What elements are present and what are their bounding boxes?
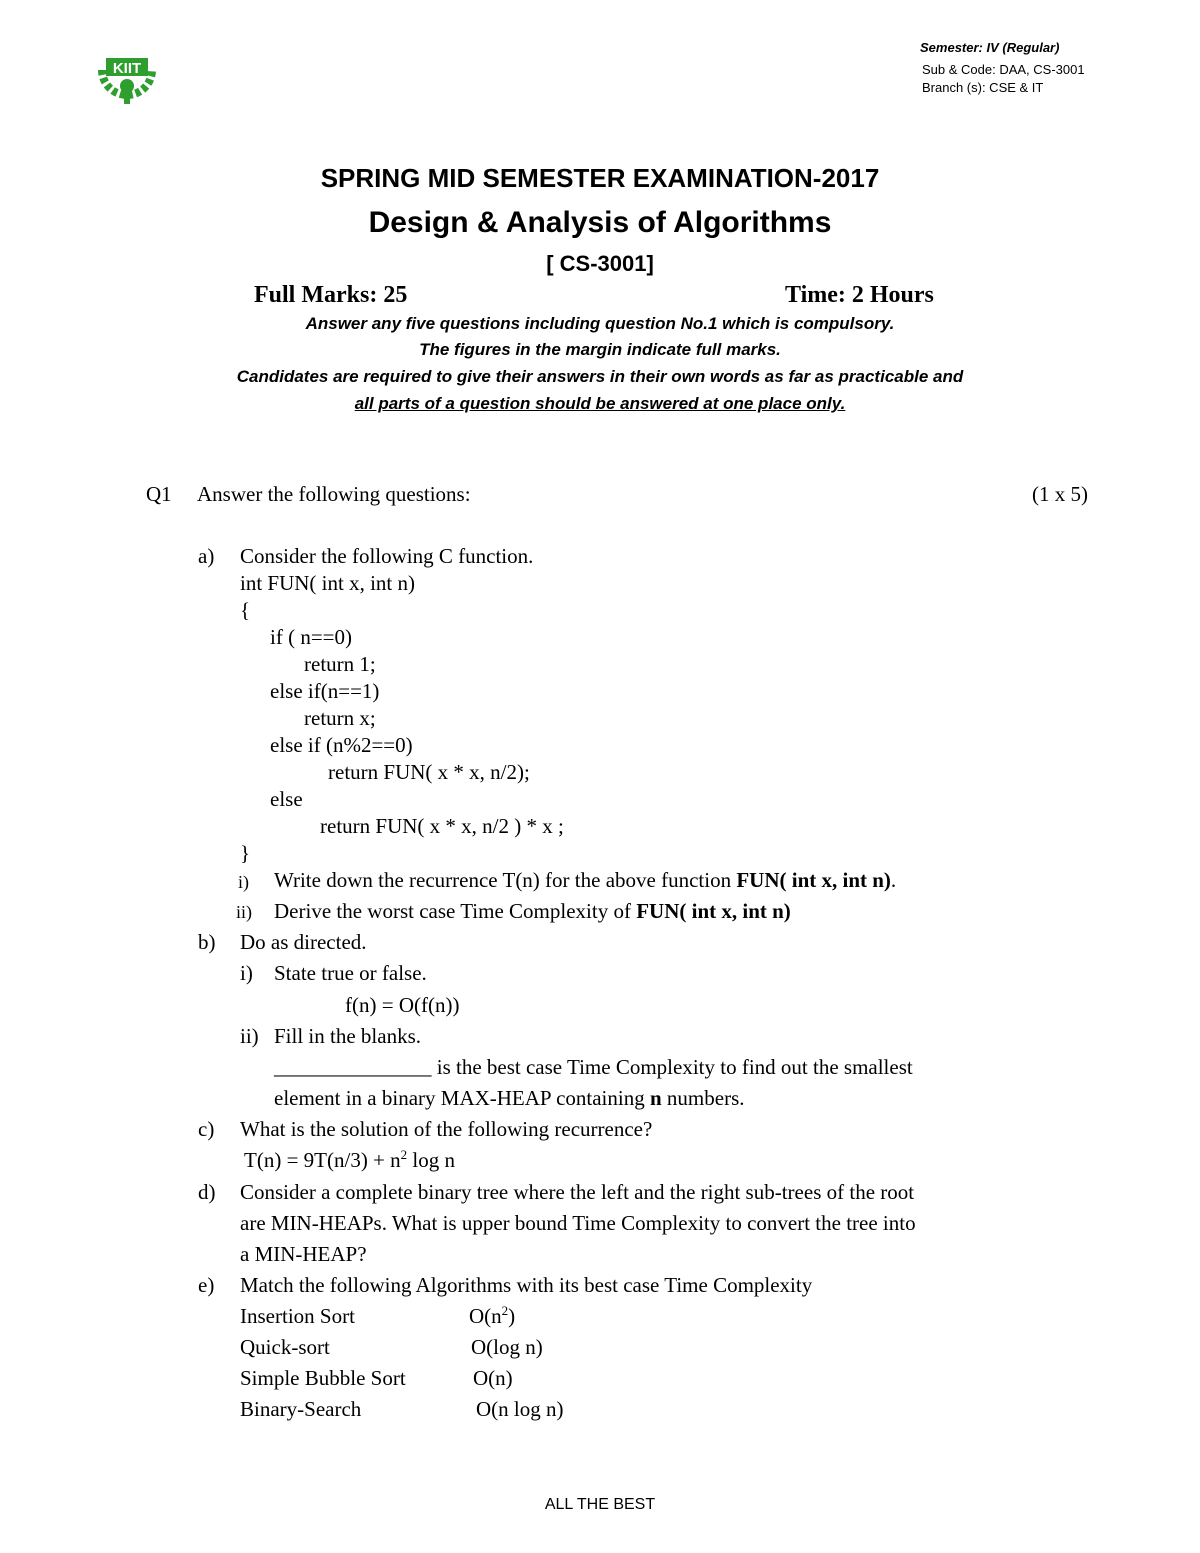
part-d-label: d) xyxy=(198,1180,216,1204)
exam-time: Time: 2 Hours xyxy=(785,282,934,308)
subject-code-label: Sub & Code: DAA, CS-3001 xyxy=(922,62,1085,77)
sub-part-label: ii) xyxy=(240,1024,259,1048)
branch-label: Branch (s): CSE & IT xyxy=(922,80,1044,95)
complexity: O(log n) xyxy=(471,1335,543,1359)
sub-part-label: i) xyxy=(238,872,249,892)
line-text: element in a binary MAX-HEAP containing xyxy=(274,1086,645,1110)
subject-title: Design & Analysis of Algorithms xyxy=(368,206,832,239)
code-line: return FUN( x * x, n/2 ) * x ; xyxy=(320,814,564,838)
full-marks: Full Marks: 25 xyxy=(254,282,408,308)
instruction-1: Answer any five questions including question No.1 which is compulsory. xyxy=(305,314,895,333)
sub-part-a-ii xyxy=(274,899,791,924)
part-a-text: Consider the following C function. xyxy=(240,544,534,568)
algorithm-name: Binary-Search xyxy=(240,1397,362,1421)
code-line: return FUN( x * x, n/2); xyxy=(328,760,530,784)
logo-text: KIIT xyxy=(112,60,142,77)
part-d-line: Consider a complete binary tree where the left and the right sub-trees of the root xyxy=(240,1180,915,1204)
code-line: return x; xyxy=(304,706,376,730)
fill-blank-line xyxy=(274,1055,913,1080)
blank: _______________ xyxy=(274,1055,432,1079)
instruction-4: all parts of a question should be answered at one place only. xyxy=(354,394,846,413)
footer-text: ALL THE BEST xyxy=(544,1496,656,1513)
sub-part-text: Write down the recurrence T(n) for the above function xyxy=(274,868,732,892)
part-b-text: Do as directed. xyxy=(240,930,367,954)
question-number: Q1 xyxy=(146,482,172,506)
algorithm-name: Insertion Sort xyxy=(240,1304,355,1328)
formula-exponent: 2 xyxy=(400,1147,408,1162)
line-text: numbers. xyxy=(666,1086,745,1110)
complexity: O(n log n) xyxy=(476,1397,564,1421)
formula-text: T(n) = 9T(n/3) + n xyxy=(244,1148,401,1172)
algorithm-name: Quick-sort xyxy=(240,1335,330,1359)
part-d-line: a MIN-HEAP? xyxy=(240,1242,367,1266)
complexity xyxy=(469,1304,515,1329)
code-line: if ( n==0) xyxy=(270,625,353,649)
part-c-text: What is the solution of the following recurrence? xyxy=(240,1117,653,1141)
part-a-label: a) xyxy=(198,544,215,568)
complexity-text: O(n xyxy=(469,1304,502,1328)
complexity-exponent: 2 xyxy=(501,1303,509,1318)
code-line: return 1; xyxy=(304,652,376,676)
kiit-logo-icon xyxy=(98,56,156,108)
sub-part-a-i xyxy=(274,868,896,893)
part-b-label: b) xyxy=(198,930,216,954)
code-line: int FUN( int x, int n) xyxy=(240,571,416,595)
code-line: else if(n==1) xyxy=(270,679,380,703)
fill-blank-line-2 xyxy=(274,1086,745,1111)
variable-n: n xyxy=(649,1086,662,1110)
recurrence-formula xyxy=(244,1148,455,1173)
complexity-text: ) xyxy=(508,1304,516,1328)
instruction-2: The figures in the margin indicate full marks. xyxy=(419,340,781,359)
instruction-3: Candidates are required to give their answers in their own words as far as practicable and xyxy=(236,367,964,386)
function-signature: FUN( int x, int n) xyxy=(636,899,791,923)
formula-text: log n xyxy=(412,1148,455,1172)
part-e-text: Match the following Algorithms with its best case Time Complexity xyxy=(240,1273,813,1297)
sub-part-label: i) xyxy=(240,961,253,985)
course-code: [ CS-3001] xyxy=(546,251,654,276)
complexity: O(n) xyxy=(473,1366,513,1390)
blank-text: is the best case Time Complexity to find out the smallest xyxy=(436,1055,913,1079)
part-c-label: c) xyxy=(198,1117,215,1141)
part-e-label: e) xyxy=(198,1273,215,1297)
exam-title: SPRING MID SEMESTER EXAMINATION-2017 xyxy=(320,163,880,193)
part-d-line: are MIN-HEAPs. What is upper bound Time Complexity to convert the tree into xyxy=(240,1211,916,1235)
sub-part-text: State true or false. xyxy=(274,961,427,985)
sub-part-text: Fill in the blanks. xyxy=(274,1024,421,1048)
algorithm-name: Simple Bubble Sort xyxy=(240,1366,406,1390)
sub-part-label: ii) xyxy=(236,902,252,922)
sentence-end: . xyxy=(890,868,897,892)
formula: f(n) = O(f(n)) xyxy=(345,993,460,1017)
code-line: } xyxy=(240,841,251,865)
code-line: { xyxy=(240,598,251,622)
function-signature: FUN( int x, int n) xyxy=(736,868,891,892)
question-marks: (1 x 5) xyxy=(1032,482,1088,506)
sub-part-text: Derive the worst case Time Complexity of xyxy=(274,899,631,923)
code-line: else xyxy=(270,787,303,811)
semester-label: Semester: IV (Regular) xyxy=(920,40,1060,55)
question-text: Answer the following questions: xyxy=(197,482,471,506)
code-line: else if (n%2==0) xyxy=(270,733,413,757)
